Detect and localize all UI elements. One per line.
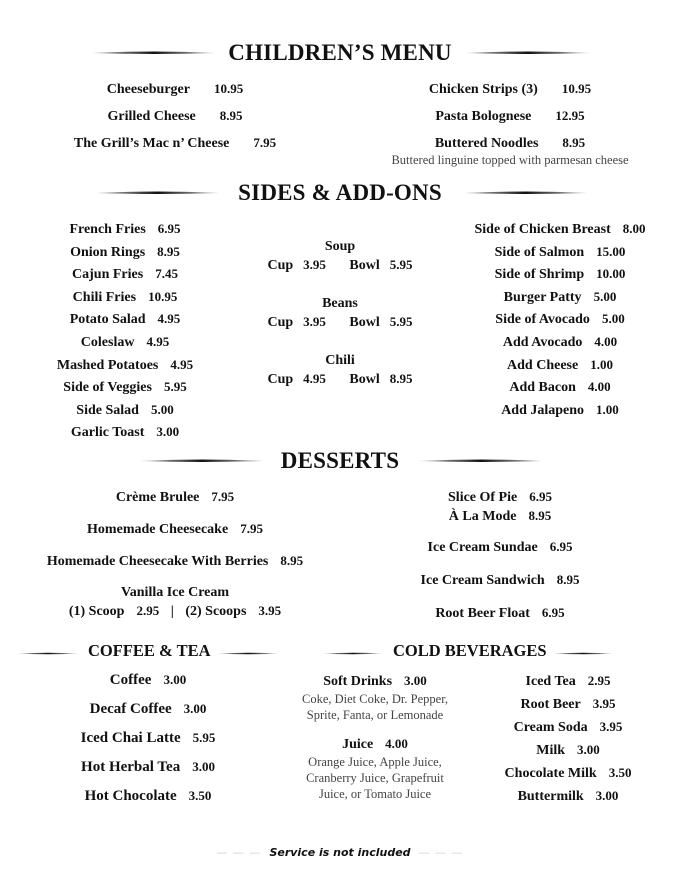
divider-swash [464,191,588,195]
one-scoop-label: (1) Scoop [68,604,125,619]
item-price: 8.95 [157,243,180,259]
item-price: 3.95 [599,719,623,734]
item-name: Pasta Bolognese [435,109,532,124]
menu-item [38,702,258,717]
cup-label: Cup [267,372,294,387]
section-title-sides: SIDES & ADD-ONS [238,180,442,205]
cup-bowl-prices [240,258,440,273]
separator: | [170,604,174,619]
menu-item [40,136,310,151]
item-price: 8.95 [280,553,304,568]
item-price: 3.00 [183,701,207,716]
menu-item [455,380,665,395]
menu-item [38,673,258,688]
item-price: 10.95 [148,288,178,304]
item-name: Root Beer [520,697,581,712]
item-name: Garlic Toast [70,425,145,441]
menu-item [360,109,660,124]
menu-item [20,312,230,327]
menu-item [478,674,658,689]
item-price: 1.00 [596,401,619,417]
divider-swash [419,459,543,463]
cup-price: 3.95 [303,257,326,272]
item-name: Side of Veggies [63,380,152,396]
menu-item [455,290,665,305]
item-name: Cajun Fries [72,267,144,283]
item-price: 4.00 [587,379,611,395]
menu-item [360,490,640,505]
item-name: Homemade Cheesecake [87,522,229,537]
cup-label: Cup [267,315,294,330]
item-name: Ice Cream Sandwich [420,573,545,588]
item-price: 7.45 [155,266,178,282]
menu-item [478,697,658,712]
two-scoops-price: 3.95 [258,603,282,618]
cold-beverages-right-column [478,674,658,804]
item-name: Mashed Potatoes [56,357,159,373]
item-name: Grilled Cheese [107,109,196,124]
item-price: 6.95 [541,605,565,620]
item-price: 5.00 [593,288,617,304]
item-description: Cranberry Juice, Grapefruit [306,770,444,785]
menu-item [360,82,660,97]
coffee-tea-column [38,673,258,804]
item-price: 10.95 [561,81,592,96]
item-price: 4.00 [594,333,618,349]
item-price: 3.00 [577,742,600,757]
menu-item [360,509,640,524]
item-name: Ice Cream Sundae [427,540,538,555]
cup-bowl-prices [240,315,440,330]
section-title-cold-beverages: COLD BEVERAGES [393,641,547,660]
menu-item [455,403,665,418]
item-price: 8.95 [556,572,580,587]
menu-item [40,82,310,97]
item-name: Onion Rings [70,244,146,260]
item-price: 3.00 [163,672,187,687]
item-name: Hot Chocolate [84,788,177,804]
menu-item [20,380,230,395]
item-name: Iced Chai Latte [80,730,181,746]
sides-left-column [20,222,230,440]
item-description: Juice, or Tomato Juice [318,786,432,801]
item-name: Chili Fries [72,289,137,305]
menu-item [455,267,665,282]
menu-item [20,490,330,505]
vanilla-ice-cream [20,586,330,619]
item-name: Chicken Strips (3) [428,82,538,97]
footer-dashes-left: — — — [216,846,262,859]
divider-swash [218,652,278,656]
section-title-childrens-menu: CHILDREN’S MENU [228,40,452,65]
menu-item [20,335,230,350]
item-name: Root Beer Float [435,606,530,621]
item-name: Crème Brulee [115,490,200,505]
desserts-right-column [360,490,640,621]
cup-bowl-prices [240,372,440,387]
item-price: 5.95 [163,379,187,395]
item-name: Slice Of Pie [448,490,518,505]
cup-bowl-item [240,297,440,330]
item-name: Chili [325,353,355,368]
divider-swash [323,652,383,656]
bowl-label: Bowl [349,315,380,330]
item-price: 7.95 [253,135,277,150]
item-price: 8.95 [219,108,243,123]
item-name: Side of Avocado [495,312,590,328]
item-price: 5.00 [150,401,174,417]
item-name: Add Jalapeno [501,402,585,418]
menu-item [20,267,230,282]
two-scoops-label: (2) Scoops [185,604,247,619]
item-name: Cheeseburger [106,82,190,97]
item-price: 8.95 [528,508,552,523]
juice [285,737,465,802]
menu-item [360,136,660,151]
item-price: 6.95 [157,221,181,236]
menu-item [285,674,465,689]
item-name: Soup [324,239,356,254]
bowl-price: 5.95 [389,257,413,272]
item-price: 2.95 [587,673,611,688]
item-name: Milk [536,743,566,758]
menu-item [478,743,658,758]
item-name: Burger Patty [503,289,582,305]
item-description: Sprite, Fanta, or Lemonade [306,707,444,722]
item-name: Iced Tea [525,674,576,689]
item-name: Cream Soda [513,720,588,735]
menu-item [455,222,665,237]
menu-item [478,720,658,735]
item-price: 7.95 [211,489,235,504]
menu-item [360,606,640,621]
bowl-label: Bowl [349,372,380,387]
item-name: Add Avocado [502,334,583,350]
item-name: Soft Drinks [323,674,393,689]
menu-item [38,731,258,746]
menu-item [20,358,230,373]
menu-item [38,760,258,775]
menu-item [20,425,230,440]
sides-middle-column [240,240,440,387]
item-price: 4.95 [146,333,170,349]
cup-price: 4.95 [303,371,326,386]
menu-item [40,109,310,124]
menu-item [20,554,330,569]
menu-item [478,766,658,781]
item-price: 4.95 [157,311,181,327]
item-price: 6.95 [549,539,573,554]
item-price: 3.95 [592,696,616,711]
cold-beverages-left-column [285,674,465,802]
item-name: Side Salad [76,402,139,418]
menu-item [360,573,640,588]
item-name: Side of Shrimp [494,267,585,283]
cup-bowl-item [240,240,440,273]
menu-item [20,403,230,418]
menu-item [455,312,665,327]
item-name: Add Cheese [507,357,579,373]
item-description: Orange Juice, Apple Juice, [308,755,442,770]
cup-price: 3.95 [303,314,326,329]
item-name: Potato Salad [69,312,146,328]
section-title-desserts: DESSERTS [280,448,400,473]
menu-item [20,222,230,237]
item-name: Coffee [109,672,152,688]
item-price: 12.95 [555,108,585,123]
item-price: 3.50 [188,788,212,803]
item-name: Side of Chicken Breast [474,222,611,237]
item-price: 3.50 [608,765,632,780]
item-name: Juice [342,737,374,753]
item-name: French Fries [69,222,146,237]
item-name: Buttermilk [517,789,584,804]
item-description: Buttered linguine topped with parmesan cheese [391,153,629,167]
childrens-right-column [360,82,660,169]
childrens-left-column [40,82,310,151]
item-name: Homemade Cheesecake With Berries [46,554,269,569]
soft-drinks [285,674,465,723]
divider-swash [466,51,590,55]
item-price: 5.95 [192,730,216,745]
item-price: 15.00 [596,243,626,259]
item-name: Hot Herbal Tea [81,759,181,775]
item-price: 7.95 [240,521,263,536]
menu-item [20,290,230,305]
menu-item [455,358,665,373]
item-price: 10.95 [213,81,244,96]
item-price: 4.95 [170,356,194,372]
item-name: À La Mode [448,509,517,524]
item-price: 3.00 [156,424,180,440]
item-name: Decaf Coffee [89,701,172,717]
sides-right-column [455,222,665,418]
item-name: The Grill’s Mac n’ Cheese [73,136,230,151]
item-price: 8.95 [562,135,586,150]
item-name: Chocolate Milk [504,766,597,781]
footer-dashes-right: — — — [418,846,464,859]
item-name: Coleslaw [80,334,135,350]
menu-item [360,540,640,555]
footer-text: Service is not included [269,846,411,859]
cup-bowl-item [240,354,440,387]
item-name: Vanilla Ice Cream [120,585,230,600]
bowl-price: 8.95 [389,371,413,386]
item-name: Buttered Noodles [434,136,539,151]
item-price: 3.00 [404,673,427,688]
menu-item [20,245,230,260]
item-name: Side of Salmon [494,244,585,260]
item-description: Coke, Diet Coke, Dr. Pepper, [301,692,448,706]
item-price: 3.00 [192,759,215,774]
item-name: Add Bacon [509,380,576,396]
item-price: 1.00 [590,356,613,372]
menu-item [455,335,665,350]
bowl-price: 5.95 [389,314,413,329]
desserts-left-column [20,490,330,619]
bowl-label: Bowl [349,258,380,273]
item-price: 4.00 [385,736,408,752]
divider-swash [18,652,78,656]
menu-item [455,245,665,260]
footer-note [0,846,680,859]
item-price: 10.00 [596,266,626,282]
menu-item [38,789,258,804]
cup-label: Cup [267,258,294,273]
menu-item [20,522,330,537]
item-name: Beans [322,296,358,311]
divider-swash [553,652,613,656]
item-price: 6.95 [529,489,552,504]
scoop-prices [20,604,330,619]
item-price: 8.00 [622,221,646,236]
menu-item [478,789,658,804]
one-scoop-price: 2.95 [136,603,160,618]
section-title-coffee-tea: COFFEE & TEA [88,641,211,660]
menu-item [285,737,465,752]
item-price: 3.00 [595,788,619,803]
item-price: 5.00 [601,311,625,327]
slice-of-pie [360,490,640,524]
